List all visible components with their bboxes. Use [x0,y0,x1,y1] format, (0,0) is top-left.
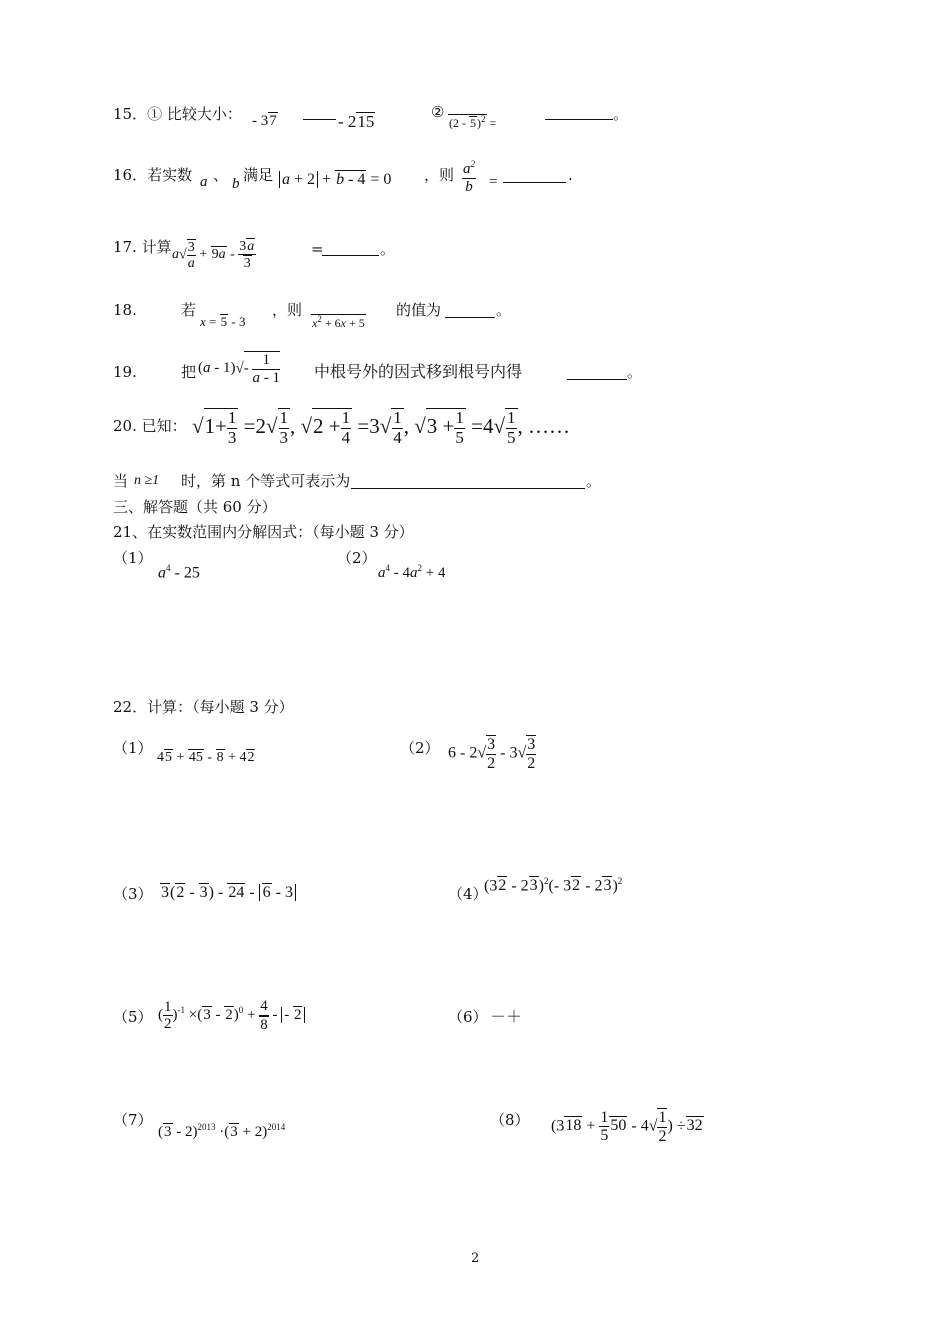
q20-cond: n ≥1 [134,473,160,488]
q19-ba: 把 [181,363,197,381]
q19-tail: 中根号外的因式移到根号内得 [314,362,523,381]
q18-tail: 的值为 [396,301,442,319]
q22-part6-expr: －＋ [490,1007,523,1026]
page-number: 2 [471,1251,480,1266]
q16-expr: a + 2 + b - 4 = 0 [279,170,391,189]
q19-label: 19. [113,363,137,381]
q18-ruo: 若 [181,301,197,319]
q17-label: 17. 计算 [113,238,172,256]
q22-part7-expr: $(3 - 2)^{2013} \cdot(3 + 2)^{2014}$ [158,1122,286,1140]
q16-sep: 、 [213,166,229,184]
q21-part2-expr: $a^4 - 4a^2 + 4$ [378,563,446,581]
q22-part6-label: （6） [448,1008,488,1026]
q19-expr: (a - 1)√- $\frac{1}{a - 1}$ [198,352,280,386]
q18-answer-blank [445,316,495,318]
q22-part4-expr: (32 - 23)$^2$(- 32 - 23)$^2$ [484,876,623,895]
q18-then: ，则 [272,301,303,319]
q20-answer-blank [351,487,585,489]
q22-part5-expr: ( $\frac{1}{2}$ )$^{-1}$ ×(3 - 2)$^0$ + $\frac{4}{8}$ - - 2 [158,998,305,1033]
question-15 [113,104,242,124]
q22-part2-label: （2） [400,739,440,757]
q17-answer-blank [322,254,379,256]
q20-end: 。 [586,472,602,490]
q17-end: 。 [380,240,396,258]
q22-part1-label: （1） [113,739,153,757]
q15-end: 。 [613,105,629,123]
q15-compare-blank [303,118,336,120]
q22-part1-expr: 45 + 45 - 8 + 42 [157,750,255,765]
q15-label: 15．① 比较大小： [113,105,242,123]
q22-part3-expr: 3(2 - 3) - 24 - 6 - 3 [160,883,296,902]
q16-var-b: b [232,176,240,192]
q15-answer-blank [545,118,613,120]
q16-fraction: $\frac{a^2}{b}$ [463,159,475,195]
q16-end: . [568,166,573,184]
q21-part2-label: （2） [337,549,377,567]
q18-cond: x = 5 - 3 [200,314,246,329]
q22-part5-label: （5） [113,1008,153,1026]
q16-then: ，则 [424,166,455,184]
q21-label: 21、在实数范围内分解因式：（每小题 3 分） [113,523,414,541]
q22-part8-expr: (318 + $\frac{1}{5}$ 50 - 4√ $\frac{1}{2}$ ) ÷32 [551,1108,703,1145]
q15-part2: ② [431,103,445,121]
q18-end: 。 [496,301,512,319]
q22-part2-expr: 6 - 2√ $\frac{3}{2}$ - 3√ $\frac{3}{2}$ [448,736,536,772]
q16-cond-label: 满足 [243,166,274,184]
q16-answer-blank [503,181,566,183]
q20-line2-post: 时，第 n 个等式可表示为 [181,472,351,490]
section-3-heading: 三、解答题（共 60 分） [113,498,277,516]
q20-label: 20. 已知： [113,417,187,435]
q22-part4-label: （4） [448,885,488,903]
q17-eq: = [311,240,324,258]
q15-expr-right: - 215 [338,112,375,131]
q22-part8-label: （8） [490,1111,530,1129]
q21-part1-expr: $a^4 - 25$ [158,563,200,582]
q22-label: 22．计算：（每小题 3 分） [113,698,294,716]
q19-end: 。 [627,363,643,381]
q20-expr: √1+ $\frac{1}{3}$ =2√ $\frac{1}{3}$ , √2 + $\frac{1}{4}$ =3√ $\frac{1}{4}$ , √3 + $\frac{1}{5}$ =4√ $\frac{1}{5}$ , …… [192,408,570,447]
q20-line2-pre: 当 [113,472,129,490]
q16-var-a: a [200,174,208,190]
q16-label: 16．若实数 [113,166,193,184]
q17-expr: a√ $\frac{3}{a}$ + 9a - $\frac{3a}{3}$ [172,239,255,272]
q18-expr: $x^2 + 6x + 5$ [312,314,365,330]
q22-part3-label: （3） [113,885,153,903]
q16-eq: = [489,174,498,190]
q18-label: 18. [113,301,137,319]
q22-part7-label: （7） [113,1111,153,1129]
q21-part1-label: （1） [113,549,153,567]
q15-expr2: (2 - 5)$^2$ = [449,114,497,130]
q15-expr-left: - 37 [252,113,277,129]
q19-answer-blank [567,378,627,380]
